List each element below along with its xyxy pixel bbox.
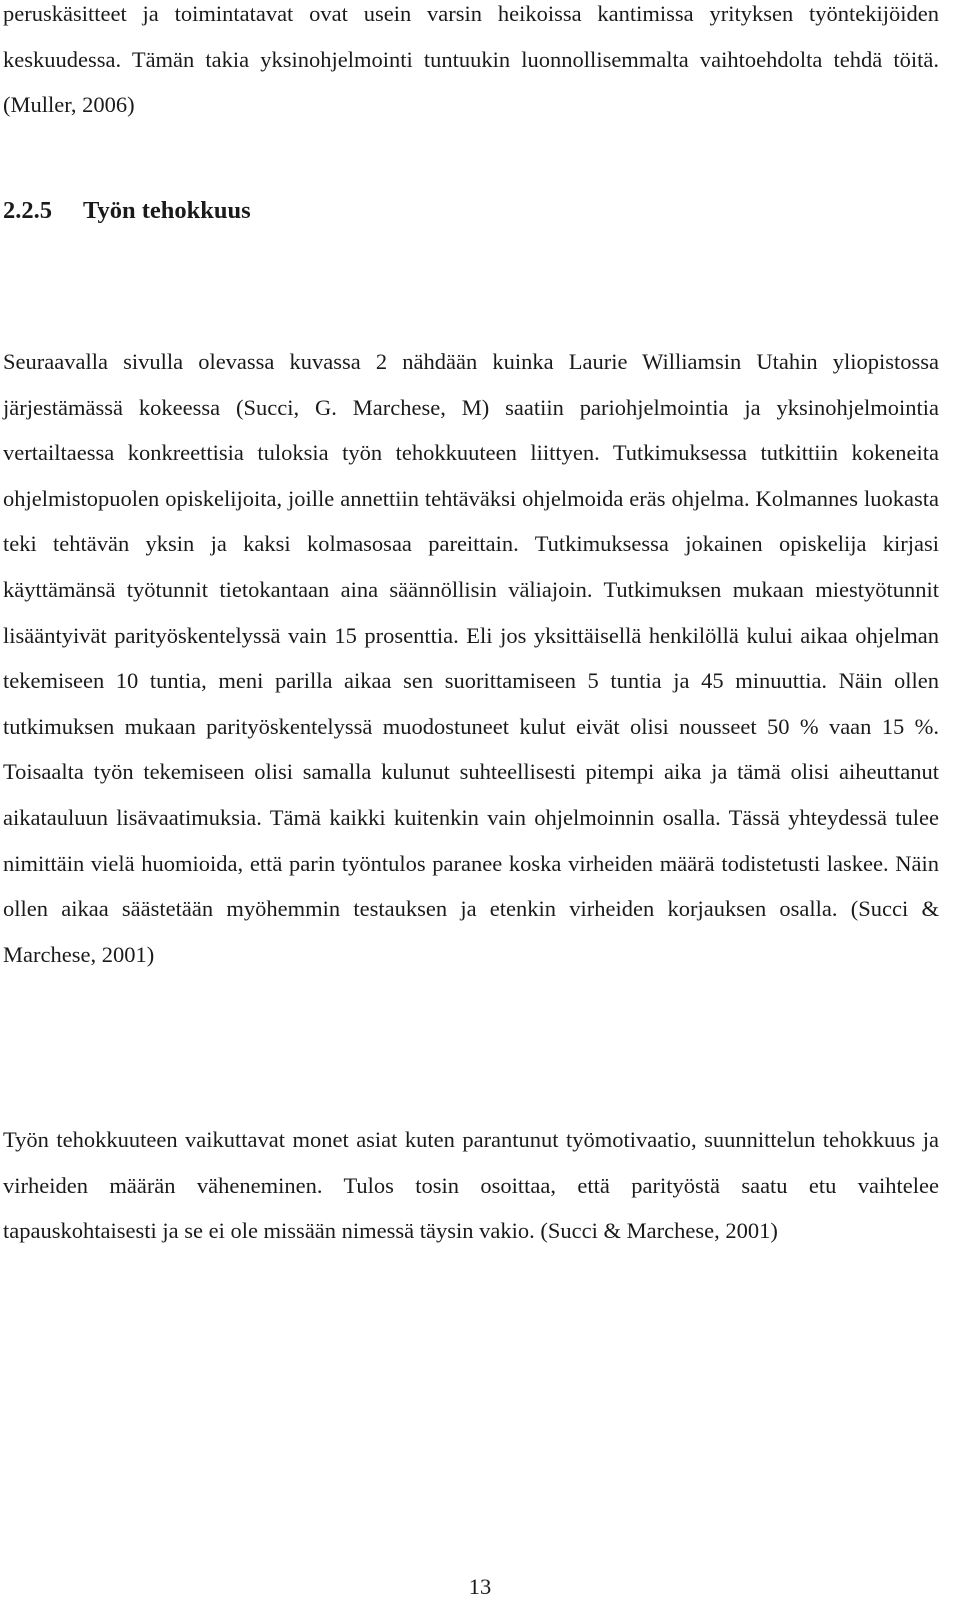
paragraph-efficiency-factors: Työn tehokkuuteen vaikuttavat monet asiat kuten parantunut työmotivaatio, suunnittelun tehokkuus ja virheiden määrän väheneminen. Tulos tosin osoittaa, että parityöstä saatu etu vaihtelee tapauskohtaisesti ja se ei ole missään nimessä täysin vakio. (Succi & Marchese, 2001) xyxy=(3,1127,939,1244)
section-title: Työn tehokkuus xyxy=(83,197,251,224)
page-number: 13 xyxy=(468,1574,492,1599)
paragraph-intro-continued: peruskäsitteet ja toimintatavat ovat usein varsin heikoissa kantimissa yrityksen työntekijöiden keskuudessa. Tämän takia yksinohjelmointi tuntuukin luonnollisemmalta vaihtoehdolta tehdä töitä. (Muller, 2006) xyxy=(3,1,939,118)
section-heading xyxy=(3,194,251,228)
section-number: 2.2.5 xyxy=(3,197,52,224)
paragraph-efficiency-study: Seuraavalla sivulla olevassa kuvassa 2 nähdään kuinka Laurie Williamsin Utahin yliopistossa järjestämässä kokeessa (Succi, G. Marchese, M) saatiin pariohjelmointia ja yksinohjelmointia vertailtaessa konkreettisia tuloksia työn tehokkuuteen liittyen. Tutkimuksessa tutkittiin kokeneita ohjelmistopuolen opiskelijoita, joille annettiin tehtäväksi ohjelmoida eräs ohjelma. Kolmannes luokasta teki tehtävän yksin ja kaksi kolmasosaa pareittain. Tutkimuksessa jokainen opiskelija kirjasi käyttämänsä työtunnit tietokantaan aina säännöllisin väliajoin. Tutkimuksen mukaan miestyötunnit lisääntyivät parityöskentelyssä vain 15 prosenttia. Eli jos yksittäisellä henkilöllä kului aikaa ohjelman tekemiseen 10 tuntia, meni parilla aikaa sen suorittamiseen 5 tuntia ja 45 minuuttia. Näin ollen tutkimuksen mukaan parityöskentelyssä muodostuneet kulut eivät olisi nousseet 50 % vaan 15 %. Toisaalta työn tekemiseen olisi samalla kulunut suhteellisesti pitempi aika ja tämä olisi aiheuttanut aikatauluun lisävaatimuksia. Tämä kaikki kuitenkin vain ohjelmoinnin osalla. Tässä yhteydessä tulee nimittäin vielä huomioida, että parin työntulos paranee koska virheiden määrä todistetusti laskee. Näin ollen aikaa säästetään myöhemmin testauksen ja etenkin virheiden korjauksen osalla. (Succi & Marchese, 2001) xyxy=(3,349,939,967)
